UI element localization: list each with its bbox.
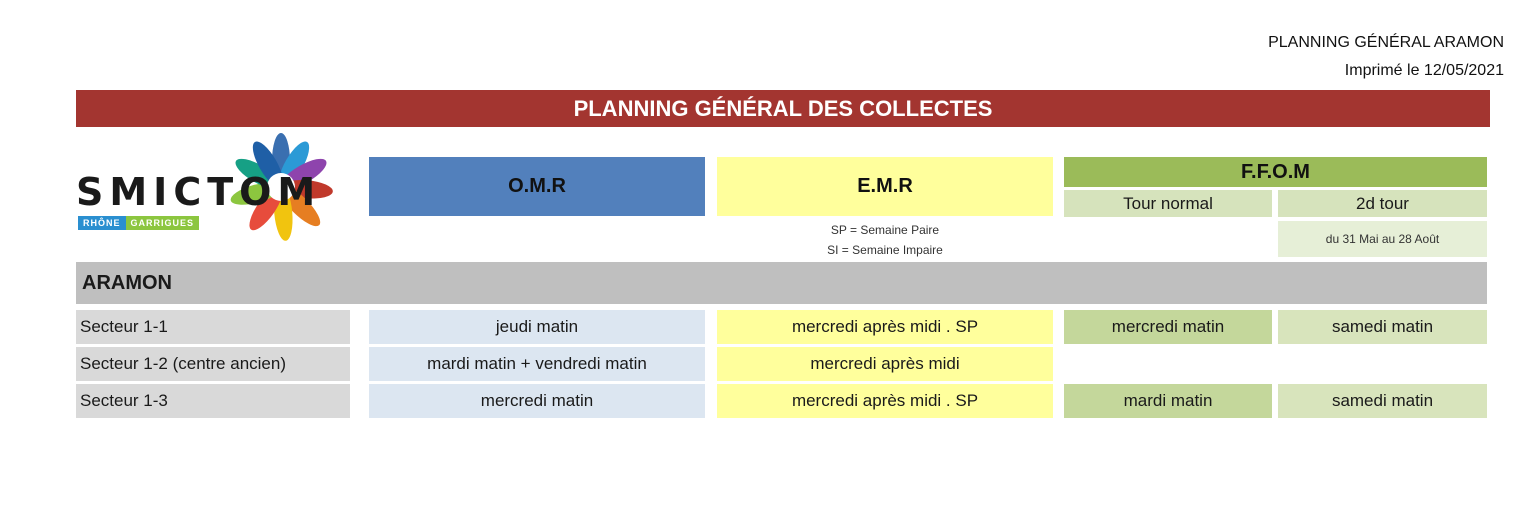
- document-title: PLANNING GÉNÉRAL ARAMON: [1268, 34, 1504, 51]
- emr-legend-sp: SP = Semaine Paire: [830, 223, 940, 237]
- ffom-normal-cell: mercredi matin: [1064, 310, 1272, 344]
- emr-cell: mercredi après midi: [717, 347, 1053, 381]
- ffom-normal-cell: mardi matin: [1064, 384, 1272, 418]
- subheader-2d-tour: 2d tour: [1278, 190, 1487, 217]
- secteur-name: Secteur 1-1: [76, 310, 350, 344]
- section-header: ARAMON: [76, 262, 1487, 304]
- print-date: Imprimé le 12/05/2021: [1344, 62, 1504, 79]
- column-header-ffom: F.F.O.M: [1064, 157, 1487, 187]
- smictom-logo: [76, 132, 356, 252]
- omr-cell: mercredi matin: [369, 384, 705, 418]
- emr-legend: [717, 220, 1053, 260]
- logo-strip-right: GARRIGUES: [126, 216, 200, 230]
- logo-strip-left: RHÔNE: [78, 216, 126, 230]
- omr-cell: jeudi matin: [369, 310, 705, 344]
- subheader-tour-normal: Tour normal: [1064, 190, 1272, 217]
- column-header-emr: E.M.R: [717, 157, 1053, 216]
- secteur-name: Secteur 1-2 (centre ancien): [76, 347, 350, 381]
- emr-cell: mercredi après midi . SP: [717, 384, 1053, 418]
- secteur-name: Secteur 1-3: [76, 384, 350, 418]
- ffom-2d-cell: samedi matin: [1278, 384, 1487, 418]
- logo-strip: [78, 216, 199, 230]
- ffom-normal-cell: [1064, 347, 1272, 381]
- ffom-2d-cell: [1278, 347, 1487, 381]
- emr-cell: mercredi après midi . SP: [717, 310, 1053, 344]
- logo-wordmark: SMICTOM: [76, 170, 322, 214]
- 2d-tour-period: du 31 Mai au 28 Août: [1278, 221, 1487, 257]
- omr-cell: mardi matin + vendredi matin: [369, 347, 705, 381]
- emr-legend-si: SI = Semaine Impaire: [827, 243, 943, 257]
- ffom-2d-cell: samedi matin: [1278, 310, 1487, 344]
- banner-title: PLANNING GÉNÉRAL DES COLLECTES: [76, 90, 1490, 127]
- column-header-omr: O.M.R: [369, 157, 705, 216]
